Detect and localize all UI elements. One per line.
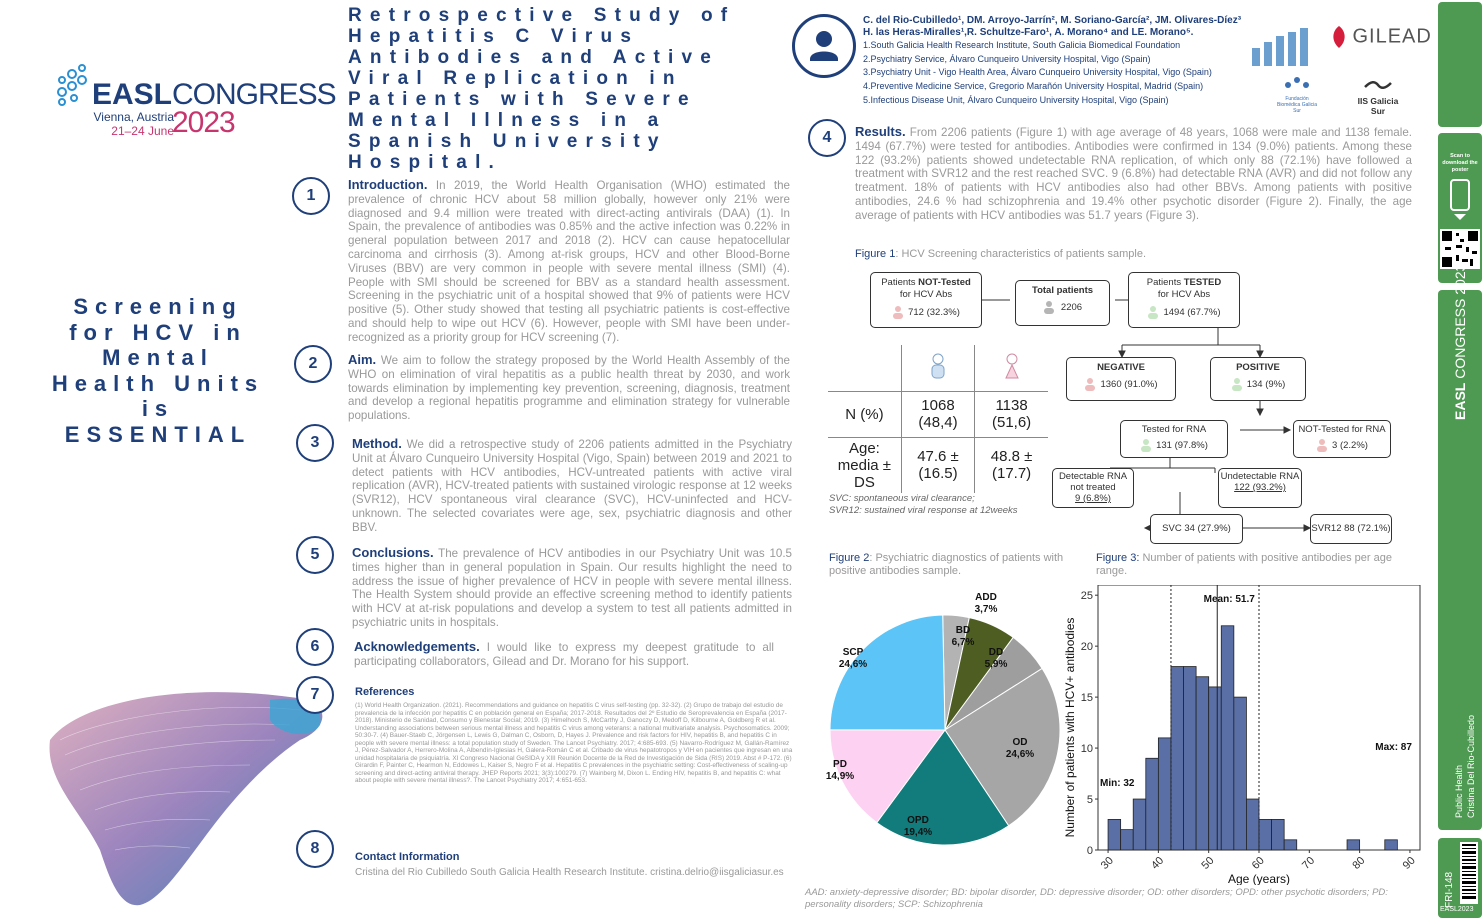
iis-logo: IIS Galicia Sur xyxy=(1350,78,1406,116)
not-tested-rna-box: NOT-Tested for RNA 3 (2.2%) xyxy=(1293,420,1391,458)
section-number-3: 3 xyxy=(296,424,334,462)
affiliation: 1.South Galicia Health Research Institute, South Galicia Biomedical Foundation xyxy=(863,40,1181,50)
histogram-bar xyxy=(1133,799,1146,850)
sidebar-code: FRI-148 xyxy=(1444,871,1455,908)
svc-box: SVC 34 (27.9%) xyxy=(1150,514,1243,544)
positive-box: POSITIVE 134 (9%) xyxy=(1210,357,1306,401)
histogram-bar xyxy=(1234,697,1247,850)
aim-section xyxy=(348,353,790,423)
negative-box: NEGATIVE 1360 (91.0%) xyxy=(1066,357,1176,401)
gilead-logo: GILEAD xyxy=(1330,25,1432,49)
histogram-bar xyxy=(1158,738,1171,850)
x-tick-label: 30 xyxy=(1098,854,1116,872)
histogram-chart xyxy=(1058,585,1428,885)
patient-grey-icon xyxy=(1043,300,1055,314)
pie-label: BD 6,7% xyxy=(951,625,975,648)
table-cell: 1138 (51,6) xyxy=(975,391,1048,437)
sidebar-presenter: Cristina Del Rio-Cubilledo xyxy=(1466,714,1476,818)
tested-rna-box: Tested for RNA 131 (97.8%) xyxy=(1120,420,1228,458)
download-panel[interactable]: Scan to download the poster xyxy=(1438,133,1482,283)
x-tick-label: 70 xyxy=(1300,854,1318,872)
patient-pink-icon xyxy=(1316,438,1328,452)
introduction-text: In 2019, the World Health Organisation (WHO) estimated the prevalence of chronic HCV about 58 million globally, however only 21% were diagnosed and 9.4 million were treated with direct-acting antivirals (DAA) (1). In Spain, the prevalence of antibodies was 0.85% and the active infection was 0.22% in general population between 2017 and 2018 (2). HCV can cause hepatocellular carcinoma and cirrhosis (3). Among at-risk groups, HCV and other Blood-Borne Viruses (BBV) are very common in people with severe mental illness (SMI) (4). People with SMI should be screened for BBV as a standard health assessment. Screening in the psychiatric unit of a hospital showed that 9% of patients were HCV positive (5). Other study showed that testing all psychiatric patients is cost-effective and should help to wipe out HCV (6). However, people with SMI have been under-recognized as a priority group for HCV screening (7). xyxy=(348,179,790,344)
x-tick-label: 40 xyxy=(1149,854,1167,872)
logo-city: Vienna, Austria 21–24 June xyxy=(93,110,174,138)
barcode-icon xyxy=(1460,842,1478,904)
references-text: (1) World Health Organization. (2021). Recommendations and guidance on hepatitis C virus self-testing (pp. 32-32). (2) Grupo de trabajo del estudio de prevalencia de la infección por hepatitis C en población general en España; 2017-2018. Resultados del 2º Estudio de Seroprevalencia en España (2017-2018). Ministerio de Sanidad, Consumo y Bienestar Social; 2019. (3) Himelhoch S, McCarthy J, Ganoczy D, Medoff D, Kilbourne A, Goldberg R et al. Understanding associations between serious mental illness and hepatitis C virus among veterans: a national multivariate analysis. Psychosomatics. 2009; 50:30-7. (4) Bauer-Staeb C, Jörgensen L, Lewis G, Dalman C, Osborn, D, Hayes J. Prevalence and risk factors for HIV, hepatitis B, and hepatitis C in people with severe mental illness: a total population study of Sweden. The Lancet Psychiatry. 2017; 4:685-693. (5) Navarro-Rodríguez M, Gallán-Ramírez J, Pérez-Salvador A, Herrero-Molina A, Albendín-Iglesias H, Galera-Román C et al. Cribado de virus hepatotropos y VIH en pacientes que ingresan en una unidad hospitalaria de psiquiatría. XI Congreso Nacional GeSIDA y XIII Reunión Docente de la Red de Investigación de Sida (RIS) 2019. Abst # P-172. (6) Girardin F, Painter C, Hearmon N, Eddowes L, Kaiser S, Negro F et al. Hepatitis C prevalences in the psychiatric setting: Cost-effectiveness of scaling-up screening and direct-acting antiviral therapy. JHEP Reports 2021; 3(3):100279. (7) Wainberg M, Dixon L. Ending HIV, hepatitis B, and hepatitis C: what about people with severe mental illness?. The Lancet Psychiatry 2017; 4:651-653. xyxy=(355,702,793,784)
method-section xyxy=(352,437,792,535)
figure1-caption: Figure 1: HCV Screening characteristics of patients sample. xyxy=(855,248,1147,260)
authors-line-2: H. las Heras-Miralles¹,R. Schultze-Faro¹, A. Morano⁴ and LE. Morano⁵. xyxy=(863,27,1194,38)
patient-pink-icon xyxy=(1084,377,1096,391)
pie-chart xyxy=(820,585,1070,885)
histogram-annotation: Mean: 51.7 xyxy=(1203,594,1255,605)
y-tick-label: 0 xyxy=(1086,845,1093,857)
fundacion-logo: Fundación Biomédica Galicia Sur xyxy=(1274,75,1320,114)
histogram-bar xyxy=(1184,667,1197,850)
histogram-bar xyxy=(1221,626,1234,850)
results-heading: Results. xyxy=(855,124,906,139)
histogram-annotation: Max: 87 xyxy=(1375,742,1412,754)
method-text: We did a retrospective study of 2206 patients admitted in the Psychiatry Unit at Álvaro Cunqueiro University Hospital (Vigo, Spain) between 2019 and 2021 to detect patients with HCV antibodies, HCV-untreated patients with active viral replication (AVR), HCV-treated patients with sustained virologic response at 12 weeks (SVR12), HCV spontaneous viral clearance (SVC), HCV-uninfected and HCV-unknown. The selected covariates were age, sex, psychiatric diagnosis and other BBV. xyxy=(352,438,792,534)
references-heading: References xyxy=(355,686,415,698)
patient-green-icon xyxy=(1140,438,1152,452)
section-number-1: 1 xyxy=(292,177,330,215)
pie-label: PD 14,9% xyxy=(825,759,855,782)
figure3-caption: Figure 3: Number of patients with positive antibodies per age range. xyxy=(1096,552,1392,577)
congress-panel xyxy=(1438,263,1482,830)
iis-wave-icon xyxy=(1363,79,1393,91)
histogram-bar xyxy=(1196,677,1209,850)
patient-green-icon xyxy=(1231,377,1243,391)
method-heading: Method. xyxy=(352,436,402,451)
acknowledgements-heading: Acknowledgements. xyxy=(354,639,480,654)
conclusions-heading: Conclusions. xyxy=(352,545,434,560)
conclusions-section xyxy=(352,546,792,630)
section-number-5: 5 xyxy=(296,536,334,574)
histogram-bar xyxy=(1146,758,1159,850)
histogram-annotation: Min: 32 xyxy=(1100,777,1135,789)
slogan: Screening for HCV in Mental Health Units is ESSENTIAL xyxy=(51,294,265,447)
section-number-7: 7 xyxy=(296,676,334,714)
table-cell: 48.8 ± (17.7) xyxy=(975,437,1048,493)
section-number-8: 8 xyxy=(296,830,334,868)
code-panel xyxy=(1438,838,1482,918)
authors-block xyxy=(863,15,1248,108)
logo-congress: CONGRESS xyxy=(172,78,336,111)
table-row-label: N (%) xyxy=(828,391,901,437)
patient-green-icon xyxy=(1147,305,1159,319)
not-tested-box: Patients NOT-Tested for HCV Abs 712 (32.3%) xyxy=(870,272,982,328)
phone-icon xyxy=(1438,174,1482,224)
histogram-bar xyxy=(1272,819,1285,850)
tested-box: Patients TESTED for HCV Abs 1494 (67.7%) xyxy=(1128,272,1240,328)
figure2-caption: Figure 2: Psychiatric diagnostics of patients with positive antibodies sample. xyxy=(829,552,1064,577)
histogram-bar xyxy=(1347,840,1360,850)
logo-easl: EASL xyxy=(92,78,173,111)
affiliation: 2.Psychiatry Service, Álvaro Cunqueiro University Hospital, Vigo (Spain) xyxy=(863,53,1151,64)
sidebar-tag: EASL2023 xyxy=(1440,906,1474,913)
user-icon xyxy=(792,14,856,78)
table-note: SVC: spontaneous viral clearance; SVR12: sustained viral response at 12weeks xyxy=(829,493,1018,516)
aim-heading: Aim. xyxy=(348,352,377,367)
section-number-6: 6 xyxy=(296,628,334,666)
table-cell: 47.6 ± (16.5) xyxy=(901,437,974,493)
pie-slice-scp xyxy=(830,615,945,730)
y-tick-label: 15 xyxy=(1080,692,1093,705)
male-icon xyxy=(930,353,946,379)
pie-label: OD 24,6% xyxy=(1005,737,1035,760)
results-section xyxy=(855,125,1412,223)
sidebar-easl-congress: EASL CONGRESS 2023 xyxy=(1452,263,1468,420)
histogram-bar xyxy=(1246,799,1259,850)
x-tick-label: 60 xyxy=(1249,854,1267,872)
affiliation: 5.Infectious Disease Unit, Álvaro Cunqueiro University Hospital, Vigo (Spain) xyxy=(863,94,1169,105)
pie-label: OPD 19,4% xyxy=(903,815,933,838)
affiliation: 4.Preventive Medicine Service, Gregorio Marañón University Hospital, Madrid (Spain) xyxy=(863,81,1204,92)
poster-title: Retrospective Study of Hepatitis C Virus Antibodies and Active Viral Replication in Patients with Severe Mental Illness in a Spanish University Hospital. xyxy=(348,5,736,173)
logo-dots-icon xyxy=(52,62,96,106)
acknowledgements-text: I would like to express my deepest gratitude to all participating collaborators, Gilead and Dr. Morano for his support. xyxy=(354,641,774,668)
acknowledgements-section xyxy=(354,640,774,669)
y-axis-label: Number of patients with HCV+ antibodies xyxy=(1063,617,1077,838)
easl-congress-logo xyxy=(52,62,342,142)
liver-illustration xyxy=(40,680,330,910)
fundacion-molecule-icon xyxy=(1282,75,1312,91)
x-axis-label: Age (years) xyxy=(1227,872,1291,885)
doctor-sustainability-logo-icon xyxy=(1438,2,1482,127)
total-patients-box: Total patients 2206 xyxy=(1015,280,1110,326)
y-tick-label: 10 xyxy=(1080,743,1093,756)
results-text: From 2206 patients (Figure 1) with age average of 48 years, 1068 were male and 1138 female. 1494 (67.7%) were tested for antibodies. Antibodies were confirmed in 134 (9.0%) patients. Among these 122 (93.2%) patients showed undetectable RNA replication, of which only 88 (72.1%) have followed a treatment with SVR12 and the rest reached SVC. 9 (6.8%) had detectable RNA (AVR) and did not follow any treatment. 18% of patients with HCV antibodies also had other BBVs. Among patients with positive antibodies, 24.6 % had schizophrenia and 19.4% other psychotic disorder (Figure 2). Finally, the age average of patients with HCV antibodies was 51.7 years (Figure 3). xyxy=(855,126,1412,222)
conclusions-text: The prevalence of HCV antibodies in our Psychiatry Unit was 10.5 times higher than in general population in Spain. Our results highlight the need to address the issue of higher prevalence of HCV in people with severe mental illness. The Health System should provide an effective screening method to identify patients with HCV at at-risk populations and develop a system to test all patients admitted in psychiatric units in hospitals. xyxy=(352,547,793,629)
affiliation: 3.Psychiatry Unit - Vigo Health Area, Álvaro Cunqueiro University Hospital, Vigo (Spain) xyxy=(863,67,1212,78)
y-tick-label: 20 xyxy=(1080,641,1093,654)
x-tick-label: 80 xyxy=(1350,854,1368,872)
histogram-bar xyxy=(1209,687,1222,850)
section-number-2: 2 xyxy=(294,345,332,383)
table-row-label: Age: media ± DS xyxy=(837,439,892,491)
detectable-rna-box: Detectable RNA not treated 9 (6.8%) xyxy=(1052,468,1134,508)
sidebar-topic: Public Health xyxy=(1454,764,1464,818)
histogram-bar xyxy=(1385,840,1398,850)
sergas-logo-icon xyxy=(1250,24,1316,70)
gilead-shell-icon xyxy=(1330,25,1348,49)
y-tick-label: 5 xyxy=(1086,794,1093,807)
x-tick-label: 50 xyxy=(1199,854,1217,872)
demographics-table xyxy=(828,345,1048,493)
female-icon xyxy=(1004,353,1020,379)
histogram-bar xyxy=(1284,840,1297,850)
y-tick-label: 25 xyxy=(1080,590,1093,603)
histogram-bar xyxy=(1259,819,1272,850)
aim-text: We aim to follow the strategy proposed by the World Health Assembly of the WHO on elimination of viral hepatitis as a public health threat by 2030, and work towards elimination by implementing key prevention, screening, diagnosis, treatment and develop a regional hepatitis programme and elimination strategy for vulnerable populations. xyxy=(348,354,790,423)
histogram-bar xyxy=(1108,819,1121,850)
contact-heading: Contact Information xyxy=(355,851,460,863)
undetectable-rna-box: Undetectable RNA 122 (93.2%) xyxy=(1218,468,1302,508)
svr12-box: SVR12 88 (72.1%) xyxy=(1310,514,1392,544)
pie-label: SCP 24,6% xyxy=(838,647,868,670)
authors-line-1: C. del Rio-Cubilledo¹, DM. Arroyo-Jarrín², M. Soriano-García², JM. Olivares-Díez³ xyxy=(863,15,1242,26)
histogram-bar xyxy=(1121,830,1134,850)
table-cell: 1068 (48,4) xyxy=(901,391,974,437)
histogram-bar xyxy=(1171,667,1184,850)
contact-text: Cristina del Rio Cubilledo South Galicia Health Research Institute. cristina.delrio@iisgaliciasur.es xyxy=(355,867,784,878)
introduction-section xyxy=(348,178,790,345)
abbreviations: AAD: anxiety-depressive disorder; BD: bipolar disorder, DD: depressive disorder; OD: other disorders; OPD: other psychotic disorders; PD: personality disorders; SCP: Schizophrenia xyxy=(805,887,1388,910)
pie-label: DD 5,9% xyxy=(984,647,1008,670)
introduction-heading: Introduction. xyxy=(348,177,428,192)
pie-label: ADD 3,7% xyxy=(974,592,998,615)
logo-year: 2023 xyxy=(172,106,235,139)
section-number-4: 4 xyxy=(808,119,846,157)
patient-pink-icon xyxy=(892,305,904,319)
doctor-sustainability-panel xyxy=(1438,2,1482,127)
x-tick-label: 90 xyxy=(1400,854,1418,872)
